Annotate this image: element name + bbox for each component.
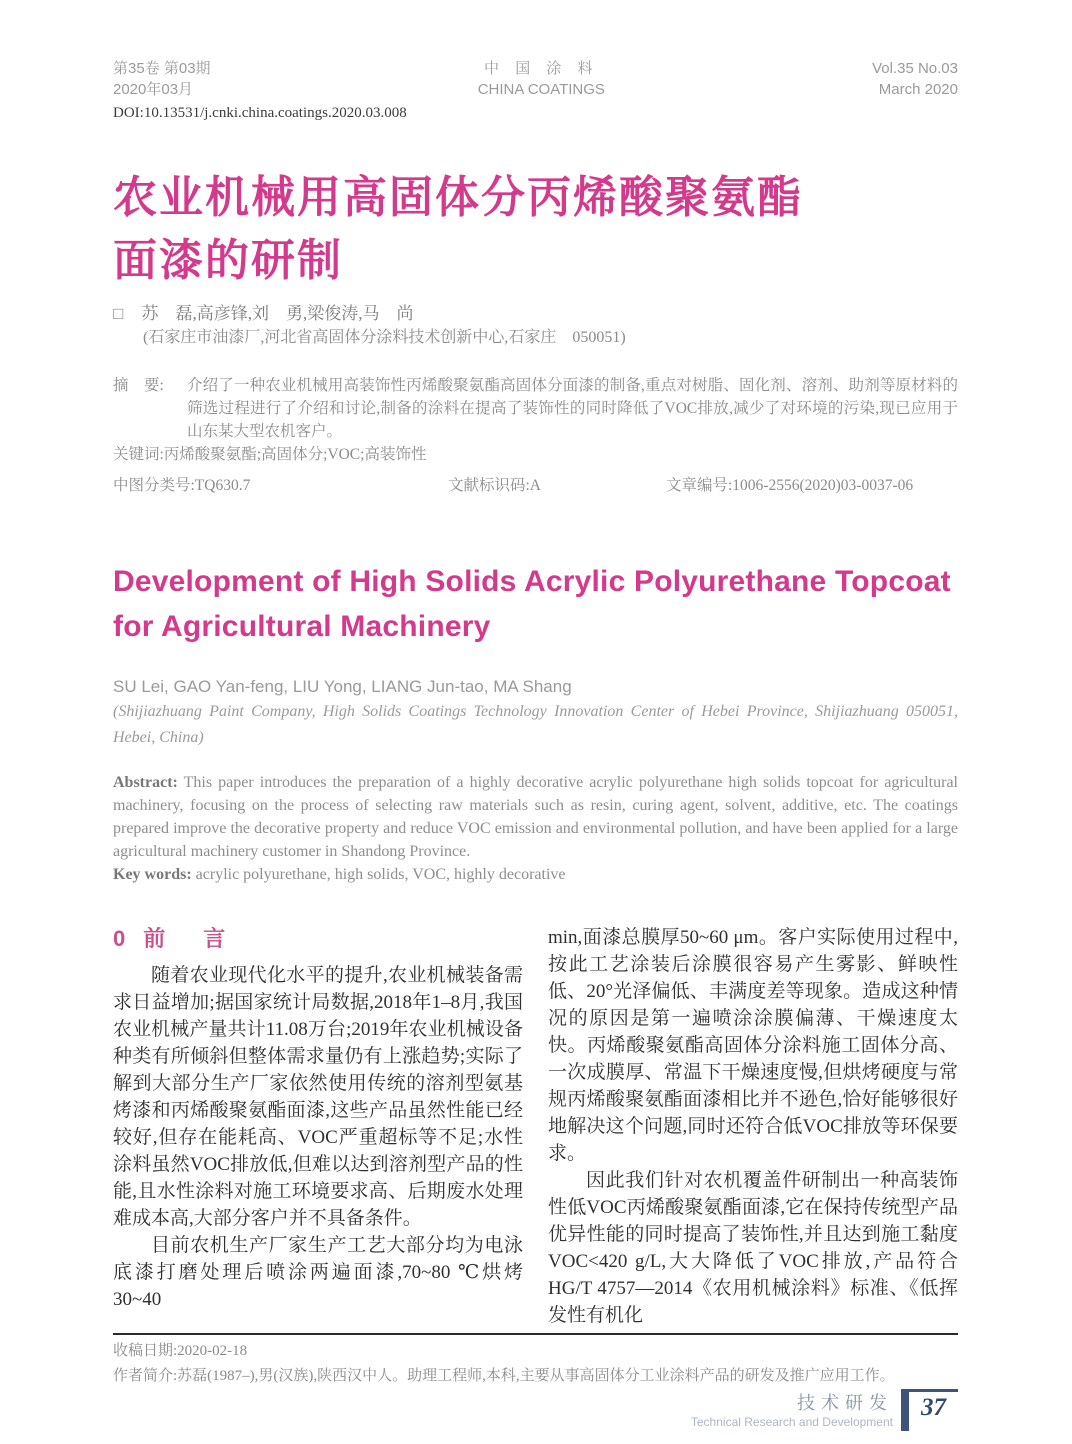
date-en: March 2020 [878, 81, 958, 98]
footer-section-cn: 技术研发 [797, 1393, 893, 1413]
paragraph: min,面漆总膜厚50~60 μm。客户实际使用过程中,按此工艺涂装后涂膜很容易产生雾影、鲜映性低、20°光泽偏低、丰满度差等现象。造成这种情况的原因是第一遍喷涂涂膜偏薄、干燥速度太快。丙烯酸聚氨酯高固体分涂料施工固体分高、一次成膜厚、常温下干燥速度慢,但烘烤硬度与常规丙烯酸聚氨酯面漆相比并不逊色,恰好能够很好地解决这个问题,同时还符合低VOC排放等环保要求。 [548, 927, 958, 1164]
classification-row [113, 474, 958, 497]
authors-en: SU Lei, GAO Yan-feng, LIU Yong, LIANG Jun-tao, MA Shang [113, 677, 572, 696]
paragraph: 目前农机生产厂家生产工艺大部分均为电泳底漆打磨处理后喷涂两遍面漆,70~80 ℃烘烤30~40 [113, 1235, 523, 1310]
left-column [113, 924, 523, 1329]
section-0-heading [113, 924, 523, 954]
article-title-en [113, 559, 958, 649]
paragraph: 随着农业现代化水平的提升,农业机械装备需求日益增加;据国家统计局数据,2018年1–8月,我国农业机械产量共计11.08万台;2019年农业机械设备种类有所倾斜但整体需求量仍有上涨趋势;实际了解到大部分生产厂家依然使用传统的溶剂型氨基烤漆和丙烯酸聚氨酯面漆,这些产品虽然性能已经较好,但存在能耗高、VOC严重超标等不足;水性涂料虽然VOC排放低,但难以达到溶剂型产品的性能,且水性涂料对施工环境要求高、后期废水处理难成本高,大部分客户并不具备条件。 [113, 965, 523, 1229]
footnote [113, 1339, 958, 1389]
keywords-en-label: Key words: [113, 866, 192, 883]
abstract-en [113, 771, 958, 863]
page-number: 37 [921, 1394, 946, 1421]
authors-cn: 苏 磊,高彦锋,刘 勇,梁俊涛,马 尚 [141, 304, 414, 323]
date-cn: 2020年03月 [113, 81, 194, 98]
journal-name-en: CHINA COATINGS [477, 81, 605, 98]
abstract-cn-label: 摘 要: [113, 377, 164, 394]
keywords-en-text: acrylic polyurethane, high solids, VOC, highly decorative [191, 866, 566, 883]
document-code: 文献标识码:A [448, 477, 542, 494]
byline [113, 302, 958, 326]
issue-cn: 第35卷 第03期 [113, 60, 211, 77]
paragraph: 因此我们针对农机覆盖件研制出一种高装饰性低VOC丙烯酸聚氨酯面漆,它在保持传统型产品优异性能的同时提高了装饰性,并且达到施工黏度VOC<420 g/L,大大降低了VOC排放,产品符合HG/T 4757—2014《农用机械涂料》标准、《低挥发性有机化 [548, 1170, 958, 1326]
journal-header [113, 58, 958, 100]
footnote-divider [113, 1333, 958, 1335]
article-title-cn-line1: 农业机械用高固体分丙烯酸聚氨酯 [113, 173, 803, 222]
page-footer [113, 1389, 958, 1431]
doi-line: DOI:10.13531/j.cnki.china.coatings.2020.03.008 [113, 105, 407, 121]
header-right [872, 58, 958, 100]
article-body [113, 924, 958, 1329]
section-0-title: 前 言 [143, 926, 234, 951]
footer-section-en: Technical Research and Development [690, 1415, 893, 1429]
article-title-cn-line2: 面漆的研制 [113, 236, 343, 285]
page-number-box [901, 1389, 958, 1431]
header-left [113, 58, 211, 100]
header-center [478, 58, 605, 100]
footer-section-labels [691, 1389, 893, 1431]
keywords-en [113, 863, 958, 886]
volume-en: Vol.35 No.03 [872, 60, 958, 77]
received-date: 收稿日期:2020-02-18 [113, 1343, 248, 1359]
article-title-en-line2: for Agricultural Machinery [113, 610, 491, 643]
abstract-cn-text: 介绍了一种农业机械用高装饰性丙烯酸聚氨酯高固体分面漆的制备,重点对树脂、固化剂、溶剂、助剂等原材料的筛选过程进行了介绍和讨论,制备的涂料在提高了装饰性的同时降低了VOC排放,减少了对环境的污染,现已应用于山东某大型农机客户。 [187, 377, 958, 440]
clc-number: 中图分类号:TQ630.7 [113, 477, 251, 494]
article-title-en-line1: Development of High Solids Acrylic Polyurethane Topcoat [113, 565, 951, 598]
keywords-cn: 关键词:丙烯酸聚氨酯;高固体分;VOC;高装饰性 [113, 446, 427, 463]
article-title-cn [113, 166, 958, 292]
affiliation-cn: (石家庄市油漆厂,河北省高固体分涂料技术创新中心,石家庄 050051) [143, 329, 626, 346]
abstract-en-text: This paper introduces the preparation of a highly decorative acrylic polyurethane high solids topcoat for agricultural machinery, focusing on the process of selecting raw materials such as resin, curing agent, solvent, additive, etc. The coatings prepared improve the decorative property and reduce VOC emission and environmental pollution, and have been applied for a large agricultural machinery customer in Shandong Province. [113, 774, 958, 860]
right-column [548, 924, 958, 1329]
section-0-number: 0 [113, 926, 126, 951]
abstract-en-label: Abstract: [113, 774, 178, 791]
abstract-cn [113, 374, 958, 443]
author-square-icon: □ [113, 304, 124, 323]
journal-name-cn: 中 国 涂 料 [484, 60, 599, 77]
affiliation-en: (Shijiazhuang Paint Company, High Solids Coatings Technology Innovation Center of Hebei Province, Shijiazhuang 050051, Hebei, China) [113, 703, 958, 746]
article-id: 文章编号:1006-2556(2020)03-0037-06 [666, 477, 914, 494]
author-bio: 作者简介:苏磊(1987–),男(汉族),陕西汉中人。助理工程师,本科,主要从事高固体分工业涂料产品的研发及推广应用工作。 [113, 1368, 895, 1384]
